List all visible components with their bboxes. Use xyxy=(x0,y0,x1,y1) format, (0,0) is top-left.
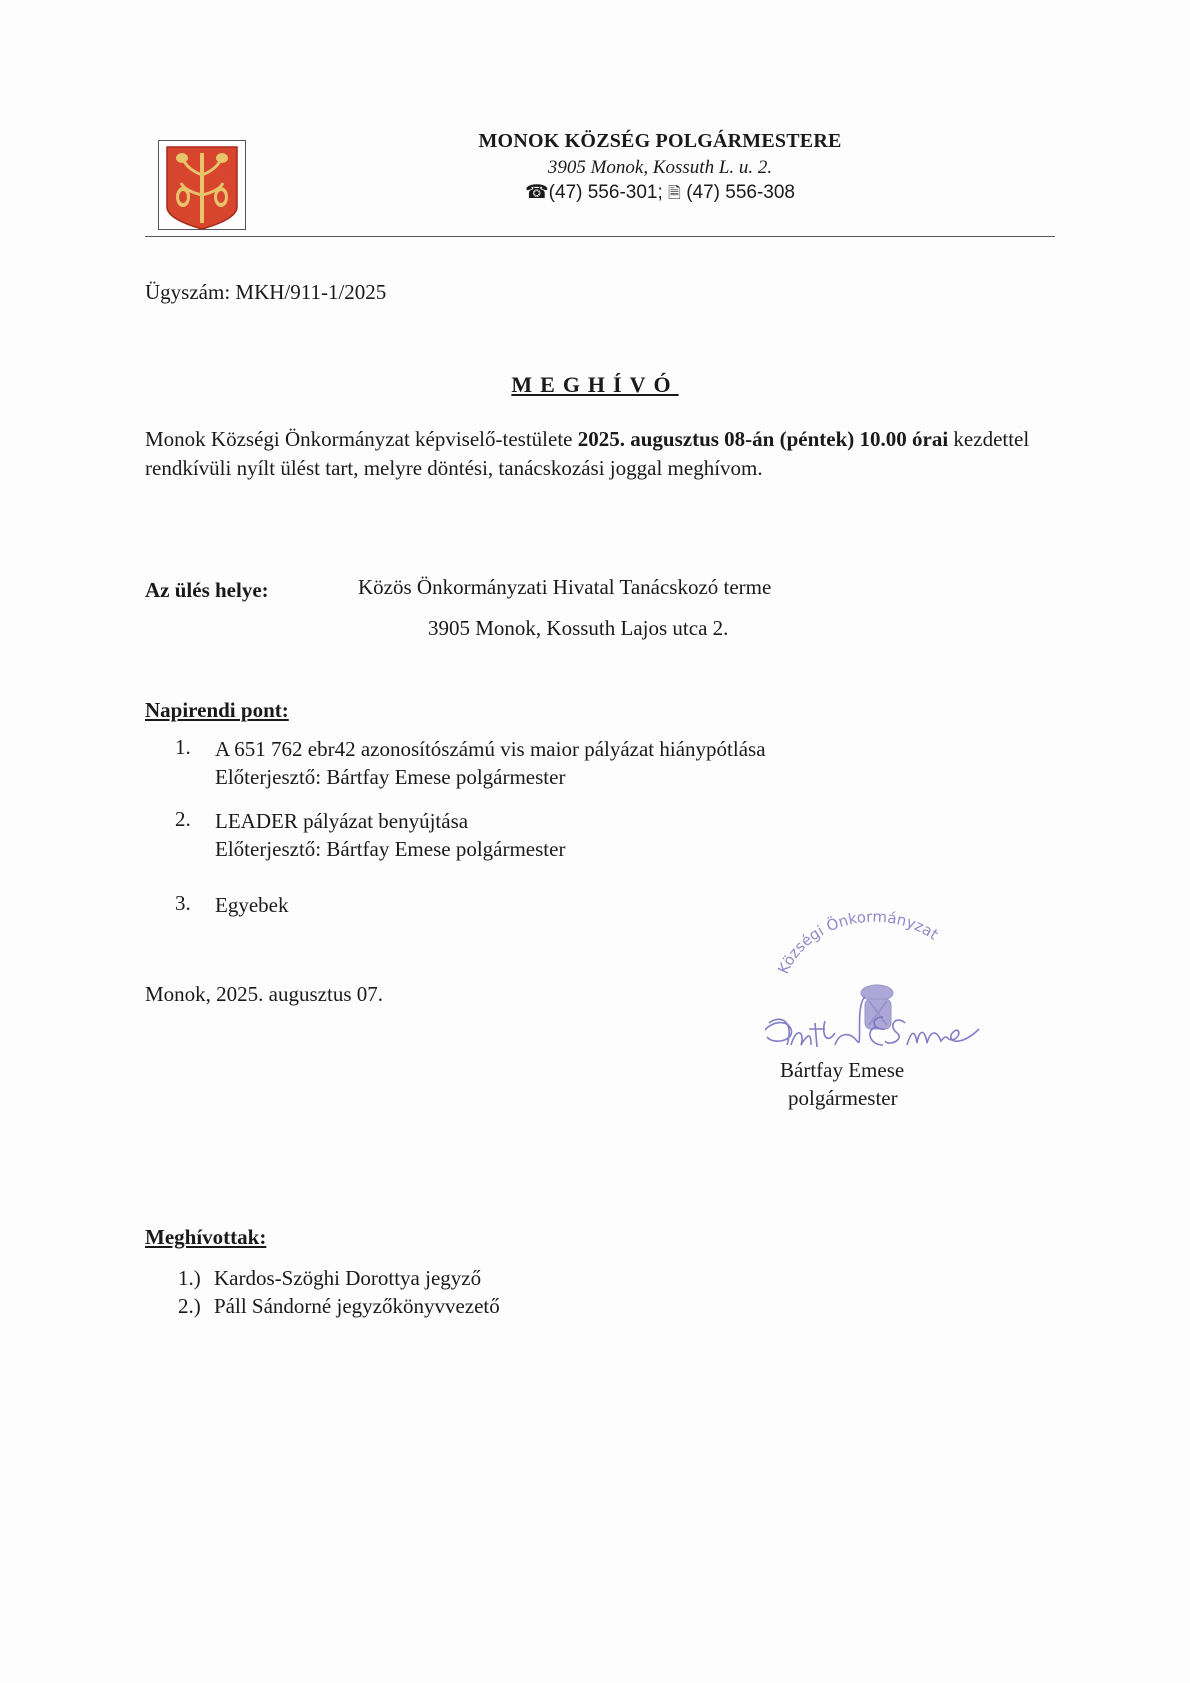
organization-name: MONOK KÖZSÉG POLGÁRMESTERE xyxy=(478,130,842,152)
official-stamp-icon xyxy=(765,905,995,1065)
agenda-item xyxy=(175,735,975,791)
phone-number: (47) 556-301; xyxy=(548,182,663,203)
case-number: Ügyszám: MKH/911-1/2025 xyxy=(145,280,387,304)
agenda-item-number: 3. xyxy=(175,891,191,915)
agenda-item-title: Egyebek xyxy=(215,893,289,917)
agenda-item-number: 2. xyxy=(175,807,191,831)
invitee-number: 2.) xyxy=(178,1294,201,1318)
telephone-icon: ☎ xyxy=(525,182,549,203)
list-item xyxy=(178,1264,500,1292)
agenda-list xyxy=(175,735,975,919)
agenda-item-presenter: Előterjesztő: Bártfay Emese polgármester xyxy=(215,837,566,861)
agenda-item xyxy=(175,807,975,863)
header-divider xyxy=(145,236,1055,237)
coat-of-arms-icon xyxy=(158,140,246,230)
invitee-number: 1.) xyxy=(178,1266,201,1290)
venue-label: Az ülés helye: xyxy=(145,578,269,602)
invitee-name: Kardos-Szöghi Dorottya jegyző xyxy=(214,1266,482,1290)
agenda-item-title: A 651 762 ebr42 azonosítószámú vis maior pályázat hiánypótlása xyxy=(215,737,766,761)
contact-line xyxy=(440,181,880,209)
intro-text-2: kezdettel rendkívüli nyílt ülést tart, melyre döntési, tanácskozási joggal meghívom. xyxy=(145,427,1030,480)
list-item xyxy=(178,1292,500,1320)
document-title: MEGHÍVÓ xyxy=(511,372,679,397)
place-date: Monok, 2025. augusztus 07. xyxy=(145,982,383,1006)
agenda-heading: Napirendi pont: xyxy=(145,698,289,722)
letterhead xyxy=(440,130,880,209)
venue-address: 3905 Monok, Kossuth Lajos utca 2. xyxy=(428,616,729,640)
svg-text:Községi Önkormányzat: Községi Önkormányzat xyxy=(774,907,942,977)
agenda-item-presenter: Előterjesztő: Bártfay Emese polgármester xyxy=(215,765,566,789)
invitation-paragraph xyxy=(145,425,1065,483)
signatory-title: polgármester xyxy=(788,1086,898,1110)
venue-name: Közös Önkormányzati Hivatal Tanácskozó terme xyxy=(358,575,772,599)
agenda-item-title: LEADER pályázat benyújtása xyxy=(215,809,469,833)
invitees-list xyxy=(178,1264,500,1320)
invitee-name: Páll Sándorné jegyzőkönyvvezető xyxy=(214,1294,500,1318)
invitees-heading: Meghívottak: xyxy=(145,1225,267,1249)
fax-number: (47) 556-308 xyxy=(686,182,795,203)
agenda-item-number: 1. xyxy=(175,735,191,759)
intro-text-1: Monok Községi Önkormányzat képviselő-testülete xyxy=(145,427,578,451)
organization-address: 3905 Monok, Kossuth L. u. 2. xyxy=(547,157,773,178)
fax-icon: 🗎 xyxy=(668,185,681,202)
intro-date-time: 2025. augusztus 08-án (péntek) 10.00 órai xyxy=(577,427,949,451)
signatory-name: Bártfay Emese xyxy=(780,1058,905,1082)
